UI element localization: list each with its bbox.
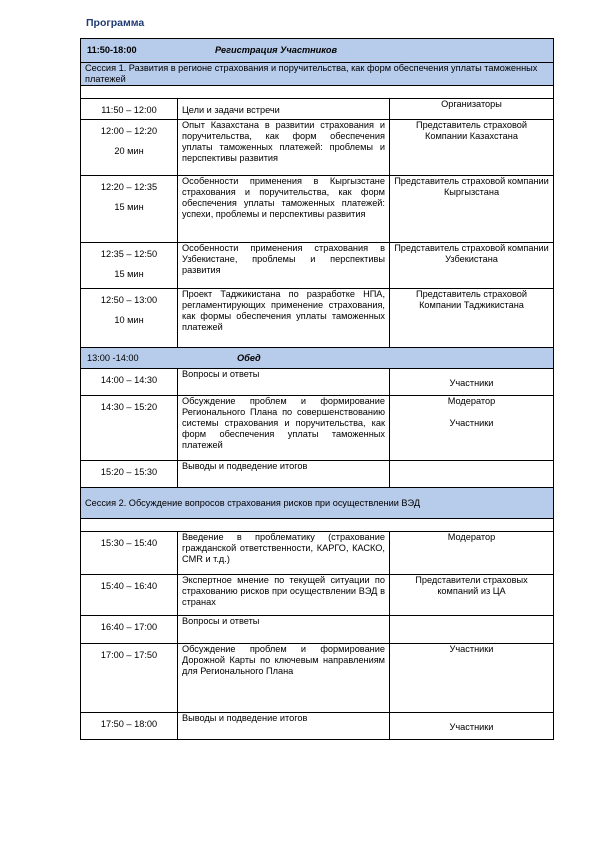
row-duration: 15 мин [114,202,144,212]
row-time: 15:40 – 16:40 [100,581,158,591]
table-row [81,369,554,396]
row-speaker [390,461,554,488]
page-title: Программа [86,17,145,29]
row-time: 16:40 – 17:00 [100,622,158,632]
row-speaker: Представитель страховой Компании Таджикистана [390,289,554,348]
row-duration: 20 мин [114,146,144,156]
row-topic: Цели и задачи встречи [178,99,390,120]
row-time: 15:20 – 15:30 [100,467,158,477]
row-topic: Выводы и подведение итогов [178,461,390,488]
lunch-time: 13:00 -14:00 [87,352,139,363]
row-time: 14:30 – 15:20 [100,402,158,412]
spacer-row [81,86,554,99]
lunch-title: Обед [237,352,261,363]
program-table [80,38,554,740]
row-speaker: Участники [390,713,554,740]
session2-header [81,488,554,519]
row-time: 12:35 – 12:50 [100,249,158,259]
row-time: 12:00 – 12:20 [100,126,158,136]
session1-header [81,63,554,86]
row-time: 12:20 – 12:35 [100,182,158,192]
row-topic: Вопросы и ответы [178,616,390,644]
table-row [81,120,554,176]
row-topic: Особенности применения страхования в Узбекистане, проблемы и перспективы развития [178,243,390,289]
table-row [81,396,554,461]
row-speaker [390,616,554,644]
registration-row [81,39,554,63]
row-speaker: Организаторы [390,99,554,120]
lunch-row [81,348,554,369]
row-speaker: Представитель страховой Компании Казахстана [390,120,554,176]
row-topic: Вопросы и ответы [178,369,390,396]
registration-time: 11:50-18:00 [87,45,137,55]
row-speaker: Представитель страховой компании Кыргызстана [390,176,554,243]
table-row [81,616,554,644]
registration-title: Регистрация Участников [215,45,338,55]
row-duration: 15 мин [114,269,144,279]
row-time: 11:50 – 12:00 [101,105,157,115]
row-topic: Введение в проблематику (страхование гражданской ответственности, КАРГО, КАСКО, CMR и т.д.) [178,532,390,575]
row-speaker: Участники [390,369,554,396]
table-row [81,99,554,120]
row-speaker: Модератор [447,396,496,406]
row-time: 12:50 – 13:00 [100,295,158,305]
spacer-row [81,519,554,532]
table-row [81,532,554,575]
row-topic: Обсуждение проблем и формирование Дорожной Карты по ключевым направлениям для Регионального Плана [178,644,390,713]
row-speaker: Представители страховых компаний из ЦА [390,575,554,616]
row-time: 14:00 – 14:30 [100,375,158,385]
row-topic: Опыт Казахстана в развитии страхования и поручительства, как форм обеспечения уплаты таможенных платежей: проблемы и перспективы развития [178,120,390,176]
row-duration: 10 мин [114,315,144,325]
row-speaker: Участники [390,644,554,713]
row-time: 17:00 – 17:50 [100,650,158,660]
table-row [81,644,554,713]
table-row [81,713,554,740]
row-speaker: Представитель страховой компании Узбекистана [390,243,554,289]
row-time: 17:50 – 18:00 [100,719,158,729]
row-topic: Обсуждение проблем и формирование Регионального Плана по совершенствованию системы страхования и поручительства, как форм обеспечения уплаты таможенных платежей [178,396,390,461]
row-speaker: Модератор [390,532,554,575]
table-row [81,461,554,488]
row-topic: Экспертное мнение по текущей ситуации по страхованию рисков при осуществлении ВЭД в странах [178,575,390,616]
session1-title: Сессия 1. Развития в регионе страхования и поручительства, как форм обеспечения уплаты таможенных платежей [81,63,554,86]
row-topic: Особенности применения в Кыргызстане страхования и поручительства, как форм обеспечения уплаты таможенных платежей: успехи, проблемы и перспективы развития [178,176,390,243]
table-row [81,243,554,289]
table-row [81,176,554,243]
table-row [81,575,554,616]
table-row [81,289,554,348]
session2-title: Сессия 2. Обсуждение вопросов страхования рисков при осуществлении ВЭД [81,488,554,519]
row-topic: Выводы и подведение итогов [178,713,390,740]
row-topic: Проект Таджикистана по разработке НПА, регламентирующих применение страхования, как формы обеспечения уплаты таможенных платежей [178,289,390,348]
row-time: 15:30 – 15:40 [100,538,158,548]
row-speaker-2: Участники [449,418,494,428]
